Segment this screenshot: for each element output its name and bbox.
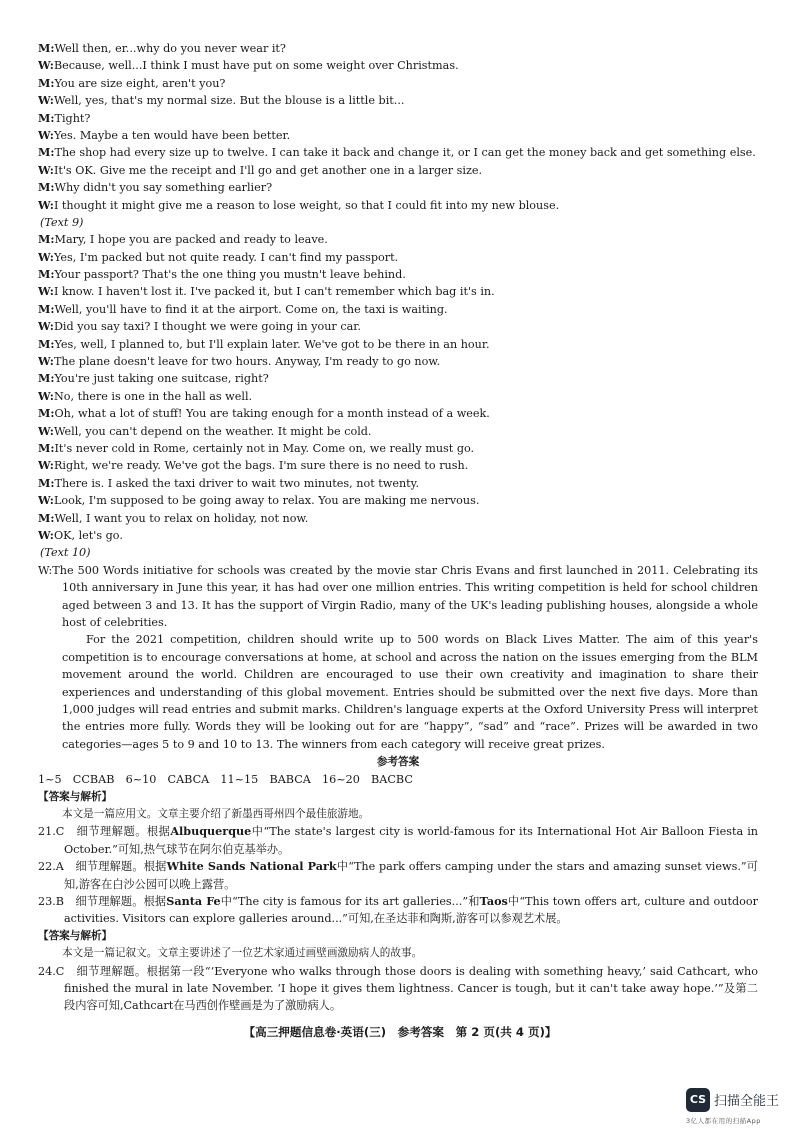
dialogue-line [38,127,758,144]
analysis-item-keyword: White Sands National Park [166,859,337,874]
speaker-label: W: [38,319,54,334]
utterance: I know. I haven't lost it. I've packed it, but I can't remember which bag it's in. [53,285,495,299]
speaker-label: M: [38,301,55,316]
speaker-label: M: [38,371,55,386]
dialogue-line [38,75,758,92]
dialogue-line [38,162,758,179]
dialogue-line [38,40,758,57]
dialogue-line [38,388,758,405]
dialogue-line [38,336,758,353]
dialogue-line [38,92,758,109]
camscanner-tagline: 3亿人都在用的扫描App [686,1117,761,1125]
analysis-item-text: 细节理解题。根据 [75,860,167,874]
dialogue-line [38,370,758,387]
speaker-label: W: [38,423,54,438]
dialogue-line [38,510,758,527]
text10-paragraph-2: For the 2021 competition, children should write up to 500 words on Black Lives Matter. The aim of this year's competition is to encourage conversations at home, at school and across the nation on the issues emerging from the BLM movement around the world. Children are encouraged to use their own creativity and imagination to share their experiences and understanding of this global movement. Entries should be submitted over the next five days. More than 1,000 judges will read entries and submit marks. Children's language experts at the Oxford University Press will interpret the entries more fully. Words they will be looking out for are “happy”, “sad” and “race”. Prizes will be awarded in two categories—ages 5 to 9 and 10 to 13. The winners from each category will receive great prizes. [62,633,758,751]
analysis-item-text: 细节理解题。根据 [75,895,167,909]
speaker-label: W: [38,354,54,369]
analysis-item [38,858,758,893]
analysis-item-keyword: Albuquerque [170,824,252,839]
dialogue-line [38,423,758,440]
analysis-item [38,893,758,928]
speaker-label: M: [38,267,55,282]
utterance: It's never cold in Rome, certainly not in May. Come on, we really must go. [54,441,475,455]
speaker-label: W: [38,527,54,542]
utterance: OK, let's go. [53,528,123,542]
dialogue-line [38,110,758,127]
utterance: Why didn't you say something earlier? [54,181,273,195]
dialogue-line [38,440,758,457]
dialogue-line [38,492,758,509]
dialogue-line [38,283,758,300]
analysis-item-number: 22.A [38,860,64,874]
speaker-label: M: [38,232,55,247]
utterance: There is. I asked the taxi driver to wait two minutes, not twenty. [54,476,420,490]
analysis-item-text: 细节理解题。根据 [76,825,171,839]
speaker-label: M: [38,41,55,55]
analysis-heading-2: 【答案与解析】 [38,929,113,942]
speaker-label: M: [38,75,55,90]
utterance: Well, I want you to relax on holiday, not now. [54,511,309,525]
dialogue-line [38,457,758,474]
text10-label: (Text 10) [40,546,91,560]
dialogue-line [38,318,758,335]
dialogue-text8-continued [38,40,758,214]
dialogue-line [38,301,758,318]
speaker-label: M: [38,440,55,455]
speaker-label: M: [38,145,55,160]
utterance: You are size eight, aren't you? [54,76,226,90]
utterance: You're just taking one suitcase, right? [54,372,269,386]
speaker-label: W: [38,388,54,403]
speaker-label: W: [38,493,54,508]
dialogue-line [38,353,758,370]
utterance: Well then, er...why do you never wear it? [54,42,286,55]
speaker-label: M: [38,336,55,351]
text10-speaker: W: [38,563,53,577]
utterance: Mary, I hope you are packed and ready to leave. [54,233,328,247]
analysis-item-number: 21.C [38,825,65,839]
speaker-label: W: [38,458,54,473]
utterance: Yes, well, I planned to, but I'll explain later. We've got to be there in an hour. [54,337,490,351]
utterance: Oh, what a lot of stuff! You are taking enough for a month instead of a week. [54,407,490,421]
utterance: Look, I'm supposed to be going away to relax. You are making me nervous. [53,494,480,508]
camscanner-logo-icon: CS [686,1088,710,1112]
dialogue-line [38,527,758,544]
analysis-heading-1: 【答案与解析】 [38,790,113,803]
speaker-label: W: [38,249,54,264]
speaker-label: W: [38,58,54,73]
speaker-label: M: [38,475,55,490]
analysis-intro-1: 本文是一篇应用文。文章主要介绍了新墨西哥州四个最佳旅游地。 [62,808,370,820]
speaker-label: M: [38,510,55,525]
dialogue-line [38,475,758,492]
analysis-item-keyword: Santa Fe [166,894,221,909]
speaker-label: W: [38,284,54,299]
analysis-item [38,823,758,858]
dialogue-line [38,266,758,283]
utterance: Yes. Maybe a ten would have been better. [53,128,291,142]
utterance: The plane doesn't leave for two hours. Anyway, I'm ready to go now. [53,355,441,369]
utterance: The shop had every size up to twelve. I can take it back and change it, or I can get the money back and get something else. [54,146,756,160]
dialogue-line [38,249,758,266]
analysis-item-text: 中“The city is famous for its art galleries...”和 [220,895,480,909]
utterance: Well, you can't depend on the weather. It might be cold. [53,424,372,438]
text9-label: (Text 9) [40,215,84,229]
analysis-item-number: 23.B [38,895,65,909]
analysis-item-text: 中“The state's largest city is world-famous for its International Hot Air Balloon Fiesta in October.”可知,热气球节在阿尔伯克基举办。 [64,825,758,856]
text10-paragraph-1: W:The 500 Words initiative for schools was created by the movie star Chris Evans and first launched in 2011. Celebrating its 10th anniversary in June this year, it has had over one million entries. This writing competition is held for school children aged between 3 and 13. It has the support of Virgin Radio, many of the UK's leading publishing houses, alongside a whole host of celebrities. [38,563,758,629]
analysis-item-text: 中“The park offers camping under the stars and amazing sunset views.”可知,游客在白沙公园可以晚上露营。 [64,860,758,891]
analysis-item-keyword: Taos [479,894,508,909]
analysis-items-1 [38,823,758,927]
utterance: No, there is one in the hall as well. [53,389,253,403]
utterance: It's OK. Give me the receipt and I'll go and get another one in a larger size. [53,163,483,177]
speaker-label: W: [38,127,54,142]
dialogue-text9 [38,231,758,544]
speaker-label: M: [38,180,55,195]
answer-keys: 1~5 CCBAB 6~10 CABCA 11~15 BABCA 16~20 BACBC [38,773,413,787]
speaker-label: W: [38,197,54,212]
utterance: Tight? [54,111,91,125]
utterance: Did you say taxi? I thought we were going in your car. [53,320,361,334]
dialogue-line [38,57,758,74]
page-footer: 【高三押题信息卷·英语(三) 参考答案 第 2 页(共 4 页)】 [243,1025,557,1039]
analysis-item-text: 中“This town offers art, culture and outdoor activities. Visitors can explore galleries around...”可知,在圣达菲和陶斯,游客可以参观艺术展。 [64,895,758,926]
utterance: Well, yes, that's my normal size. But the blouse is a little bit... [53,94,405,108]
speaker-label: M: [38,406,55,421]
page-content [38,40,758,1015]
dialogue-line [38,197,758,214]
analysis-intro-2: 本文是一篇记叙文。文章主要讲述了一位艺术家通过画壁画激励病人的故事。 [62,947,423,960]
speaker-label: M: [38,110,55,125]
utterance: Your passport? That's the one thing you mustn't leave behind. [54,268,406,282]
utterance: I thought it might give me a reason to lose weight, so that I could fit into my new blouse. [53,198,560,212]
speaker-label: W: [38,162,54,177]
dialogue-line [38,179,758,196]
camscanner-name: 扫描全能王 [714,1094,780,1109]
answer-heading: 参考答案 [376,756,420,769]
analysis-item-24: 24.C 细节理解题。根据第一段“‘Everyone who walks through those doors is dealing with something heavy,’ said Cathcart, who finished the mural in late November. ‘I hope it gives them lightness. Cancer is tough, but it can't take away hope.’”及第二段内容可知,Cathcart在马西创作壁画是为了激励病人。 [38,964,758,1013]
utterance: Well, you'll have to find it at the airport. Come on, the taxi is waiting. [54,302,448,316]
camscanner-badge [686,1088,796,1128]
utterance: Right, we're ready. We've got the bags. I'm sure there is no need to rush. [53,459,469,473]
utterance: Yes, I'm packed but not quite ready. I can't find my passport. [53,250,399,264]
speaker-label: W: [38,93,54,108]
utterance: Because, well...I think I must have put on some weight over Christmas. [53,59,459,73]
dialogue-line [38,144,758,161]
dialogue-line [38,405,758,422]
dialogue-line [38,231,758,248]
